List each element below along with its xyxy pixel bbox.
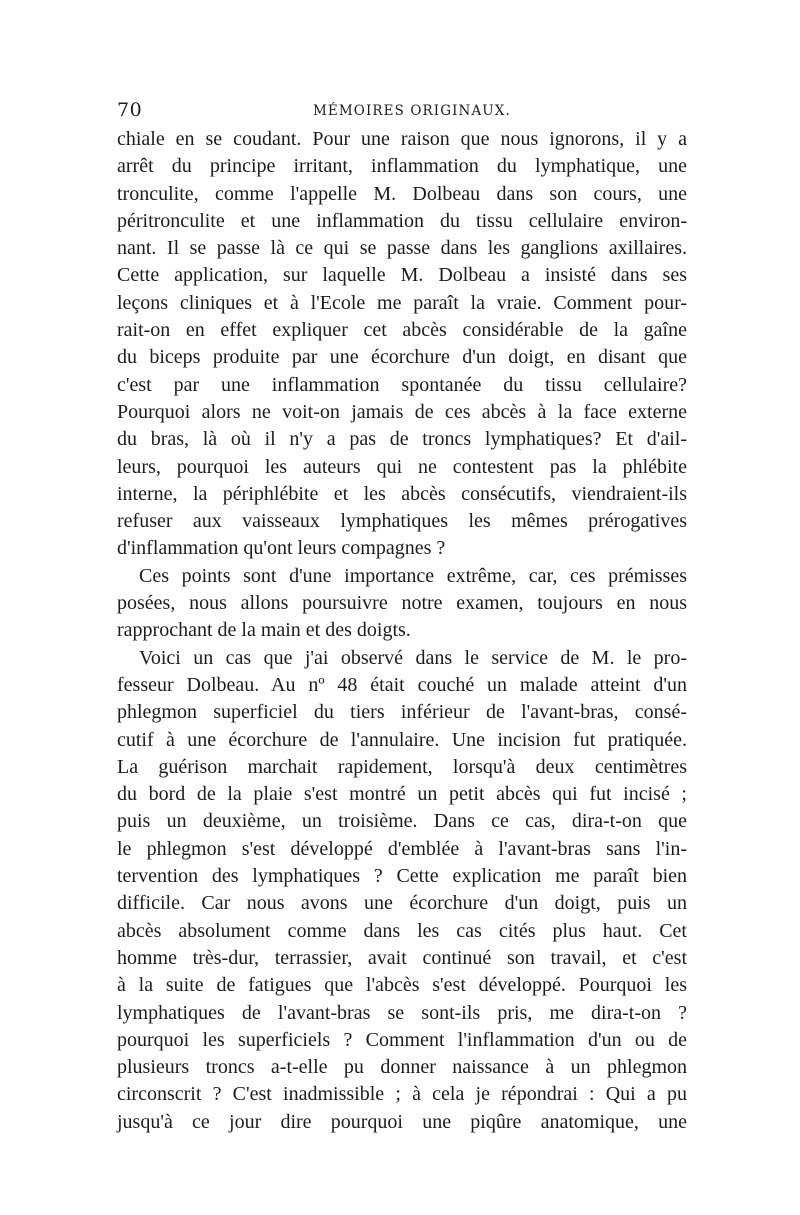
text-line: d'inflammation qu'ont leurs compagnes ? xyxy=(117,537,446,560)
text-line: interne, la périphlébite et les abcès consécutifs, viendraient-ils xyxy=(117,482,687,505)
text-line: plusieurs troncs a-t-elle pu donner naissance à un phlegmon xyxy=(117,1056,687,1079)
text-line: péritronculite et une inflammation du tissu cellulaire environ- xyxy=(117,209,687,232)
text-line: arrêt du principe irritant, inflammation du lymphatique, une xyxy=(117,155,687,178)
text-line: chiale en se coudant. Pour une raison que nous ignorons, il y a xyxy=(117,128,687,150)
text-line: circonscrit ? C'est inadmissible ; à cela je répondrai : Qui a pu xyxy=(117,1083,687,1106)
text-line: rapprochant de la main et des doigts. xyxy=(117,619,411,642)
text-line: pourquoi les superficiels ? Comment l'inflammation d'un ou de xyxy=(117,1028,687,1051)
text-line: Cette application, sur laquelle M. Dolbeau a insisté dans ses xyxy=(117,264,687,287)
text-line: le phlegmon s'est développé d'emblée à l'avant-bras sans l'in- xyxy=(117,837,687,860)
page-number: 70 xyxy=(117,99,143,121)
text-line: posées, nous allons poursuivre notre examen, toujours en nous xyxy=(117,592,687,615)
text-line: phlegmon superficiel du tiers inférieur de l'avant-bras, consé- xyxy=(117,701,687,724)
text-line: tronculite, comme l'appelle M. Dolbeau dans son cours, une xyxy=(117,182,687,205)
text-line: cutif à une écorchure de l'annulaire. Une incision fut pratiquée. xyxy=(117,728,687,751)
text-line: Ces points sont d'une importance extrême, car, ces prémisses xyxy=(139,564,687,587)
text-line: fesseur Dolbeau. Au nº 48 était couché un malade atteint d'un xyxy=(117,673,687,696)
body-text xyxy=(117,126,687,1136)
text-line: leurs, pourquoi les auteurs qui ne contestent pas la phlébite xyxy=(117,455,687,478)
text-line: refuser aux vaisseaux lymphatiques les mêmes prérogatives xyxy=(117,510,687,533)
text-line: tervention des lymphatiques ? Cette explication me paraît bien xyxy=(117,865,687,888)
text-line: Pourquoi alors ne voit-on jamais de ces abcès à la face externe xyxy=(117,400,687,423)
text-line: abcès absolument comme dans les cas cités plus haut. Cet xyxy=(117,919,687,942)
text-line: rait-on en effet expliquer cet abcès considérable de la gaîne xyxy=(117,319,687,342)
text-line: leçons cliniques et à l'Ecole me paraît la vraie. Comment pour- xyxy=(117,291,687,314)
text-line: du bord de la plaie s'est montré un petit abcès qui fut incisé ; xyxy=(117,783,687,806)
text-line: lymphatiques de l'avant-bras se sont-ils pris, me dira-t-on ? xyxy=(117,1001,687,1024)
text-line: Voici un cas que j'ai observé dans le service de M. le pro- xyxy=(139,646,687,669)
text-line: du biceps produite par une écorchure d'un doigt, en disant que xyxy=(117,346,687,369)
running-title: MÉMOIRES ORIGINAUX. xyxy=(313,103,511,119)
text-line: c'est par une inflammation spontanée du tissu cellulaire? xyxy=(117,373,687,396)
text-line: difficile. Car nous avons une écorchure d'un doigt, puis un xyxy=(117,892,687,915)
text-line: à la suite de fatigues que l'abcès s'est développé. Pourquoi les xyxy=(117,974,687,997)
text-line: du bras, là où il n'y a pas de troncs lymphatiques? Et d'ail- xyxy=(117,428,687,451)
text-line: homme très-dur, terrassier, avait continué son travail, et c'est xyxy=(117,946,687,969)
running-head xyxy=(117,99,687,123)
text-line: jusqu'à ce jour dire pourquoi une piqûre anatomique, une xyxy=(117,1110,687,1133)
text-line: puis un deuxième, un troisième. Dans ce cas, dira-t-on que xyxy=(117,810,687,833)
text-line: nant. Il se passe là ce qui se passe dans les ganglions axillaires. xyxy=(117,237,687,260)
text-line: La guérison marchait rapidement, lorsqu'à deux centimètres xyxy=(117,755,687,778)
